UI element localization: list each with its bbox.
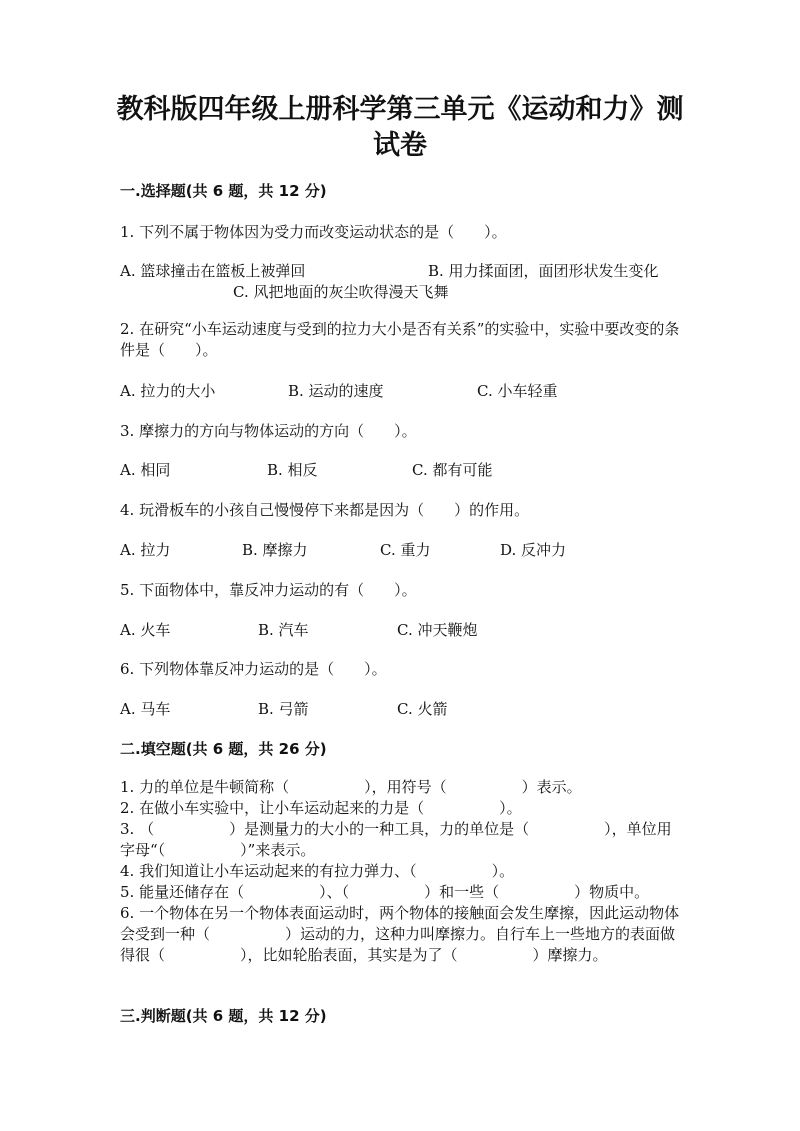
question-4: 4. 玩滑板车的小孩自己慢慢停下来都是因为（ ）的作用。 [120,501,530,519]
question-6-option-c: C. 火箭 [397,700,448,718]
question-3: 3. 摩擦力的方向与物体运动的方向（ ）。 [120,422,417,440]
question-5: 5. 下面物体中，靠反冲力运动的有（ ）。 [120,581,417,599]
question-6: 6. 下列物体靠反冲力运动的是（ ）。 [120,660,387,678]
question-1-option-b: B. 用力揉面团，面团形状发生变化 [428,262,659,280]
section-heading-judge: 三.判断题(共 6 题，共 12 分) [120,1007,327,1025]
question-4-option-b: B. 摩擦力 [242,541,308,559]
fill-item-3: 3. （ ）是测量力的大小的一种工具，力的单位是（ ），单位用字母“（ ）”来表示。 [120,820,672,859]
question-2-option-a: A. 拉力的大小 [120,382,216,400]
section-heading-fill: 二.填空题(共 6 题，共 26 分) [120,740,327,758]
fill-item-5: 5. 能量还储存在（ ）、（ ）和一些（ ）物质中。 [120,883,650,901]
question-5-option-a: A. 火车 [120,621,171,639]
question-1-option-c: C. 风把地面的灰尘吹得漫天飞舞 [233,283,449,301]
question-4-option-c: C. 重力 [380,541,431,559]
page-title: 教科版四年级上册科学第三单元《运动和力》测试卷 [116,94,684,161]
question-1: 1. 下列不属于物体因为受力而改变运动状态的是（ ）。 [120,223,507,241]
question-5-option-b: B. 汽车 [258,621,309,639]
question-4-option-d: D. 反冲力 [500,541,567,559]
question-6-option-a: A. 马车 [120,700,171,718]
fill-item-1: 1. 力的单位是牛顿简称（ ），用符号（ ）表示。 [120,778,582,796]
fill-item-6: 6. 一个物体在另一个物体表面运动时，两个物体的接触面会发生摩擦，因此运动物体会受到一种（ ）运动的力，这种力叫摩擦力。自行车上一些地方的表面做得很（ ），比如轮胎表面，其实是为了（ ）摩擦力。 [120,904,680,964]
question-2: 2. 在研究“小车运动速度与受到的拉力大小是否有关系”的实验中，实验中要改变的条件是（ ）。 [120,320,680,359]
section-heading-choice: 一.选择题(共 6 题，共 12 分) [120,182,327,200]
question-2-option-b: B. 运动的速度 [288,382,384,400]
question-3-option-c: C. 都有可能 [412,461,493,479]
question-3-option-a: A. 相同 [120,461,171,479]
question-6-option-b: B. 弓箭 [258,700,309,718]
fill-item-4: 4. 我们知道让小车运动起来的有拉力弹力、（ ）。 [120,862,515,880]
question-2-option-c: C. 小车轻重 [477,382,558,400]
question-4-option-a: A. 拉力 [120,541,171,559]
fill-item-2: 2. 在做小车实验中，让小车运动起来的力是（ ）。 [120,799,522,817]
question-1-option-a: A. 篮球撞击在篮板上被弹回 [120,262,306,280]
question-5-option-c: C. 冲天鞭炮 [397,621,478,639]
question-3-option-b: B. 相反 [267,461,318,479]
